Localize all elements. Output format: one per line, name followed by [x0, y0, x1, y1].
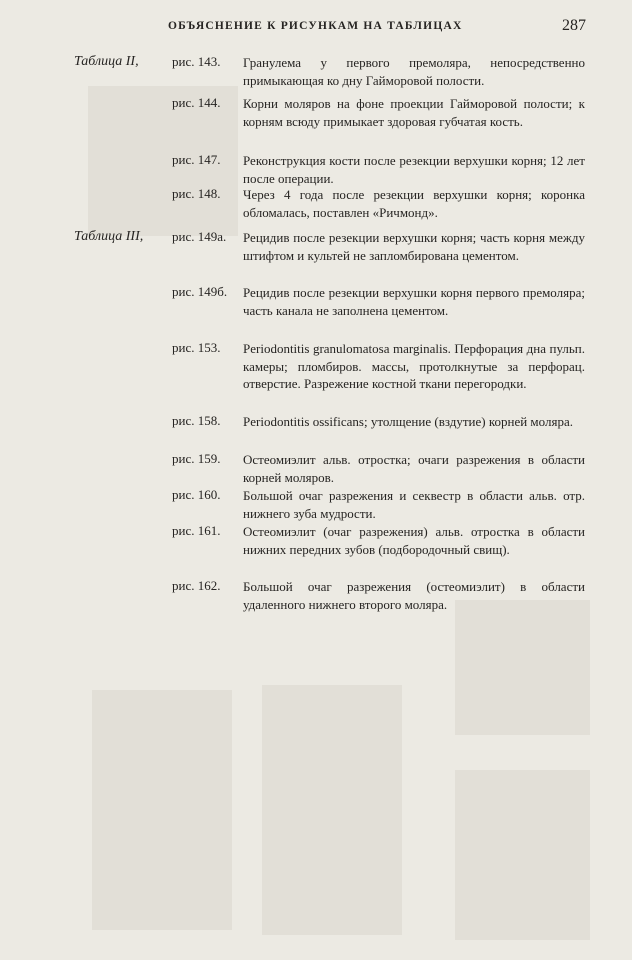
running-head	[168, 18, 586, 40]
plate-label: Таблица II,	[74, 54, 139, 69]
plate-label: Таблица III,	[74, 229, 144, 244]
figure-entry	[0, 413, 632, 451]
plate-section-ii	[0, 54, 632, 226]
figure-description: Большой очаг разрежения и секвестр в области альв. отр. нижнего зуба мудрости.	[243, 488, 585, 521]
figure-description: Реконструкция кости после резекции верхушки корня; 12 лет после операции.	[243, 153, 585, 186]
figure-description: Рецидив после резекции верхушки корня первого премоляра; часть канала не заполнена цементом.	[243, 285, 585, 318]
figure-description: Через 4 года после резекции верхушки корня; коронка обломалась, поставлен «Ричмонд».	[243, 187, 585, 220]
figure-number: рис. 158.	[172, 413, 221, 428]
figure-entry	[0, 340, 632, 413]
page-title: ОБЪЯСНЕНИЕ К РИСУНКАМ НА ТАБЛИЦАХ	[168, 20, 463, 32]
bleed-through-figure	[455, 600, 590, 735]
figure-entry	[0, 152, 632, 186]
figure-number: рис. 149б.	[172, 284, 228, 299]
figure-entry	[0, 95, 632, 152]
figure-number: рис. 159.	[172, 451, 221, 466]
figure-description: Periodontitis ossificans; утолщение (вздутие) корней моляра.	[243, 414, 573, 429]
figure-description: Корни моляров на фоне проекции Гайморовой полости; к корням всюду примыкает здоровая губчатая кость.	[243, 96, 585, 129]
bleed-through-figure	[455, 770, 590, 940]
bleed-through-figure	[262, 685, 402, 935]
figure-description: Periodontitis granulomatosa marginalis. Перфорация дна пульп. камеры; пломбиров. массы, протолкнутые за перфорац. отверстие. Разрежение костной ткани перегородки.	[243, 341, 585, 391]
plate-section-iii	[0, 229, 632, 618]
page-number: 287	[562, 17, 586, 34]
figure-description: Остеомиэлит (очаг разрежения) альв. отростка в области нижних передних зубов (подбородочный свищ).	[243, 524, 585, 557]
figure-description: Рецидив после резекции верхушки корня; часть корня между штифтом и культей не запломбирована цементом.	[243, 230, 585, 263]
figure-entry	[0, 284, 632, 340]
figure-number: рис. 144.	[172, 95, 221, 110]
figure-entry	[0, 523, 632, 578]
figure-description: Остеомиэлит альв. отростка; очаги разрежения в области корней моляров.	[243, 452, 585, 485]
figure-entry	[0, 186, 632, 226]
figure-number: рис. 153.	[172, 340, 221, 355]
figure-description: Большой очаг разрежения (остеомиэлит) в области удаленного нижнего второго моляра.	[243, 579, 585, 612]
figure-entry	[0, 578, 632, 618]
figure-number: рис. 161.	[172, 523, 221, 538]
figure-number: рис. 149а.	[172, 229, 227, 244]
bleed-through-figure	[92, 690, 232, 930]
figure-number: рис. 147.	[172, 152, 221, 167]
figure-number: рис. 148.	[172, 186, 221, 201]
figure-entry	[0, 229, 632, 284]
figure-number: рис. 162.	[172, 578, 221, 593]
figure-number: рис. 160.	[172, 487, 221, 502]
figure-entry	[0, 451, 632, 487]
figure-description: Гранулема у первого премоляра, непосредственно примыкающая ко дну Гайморовой полости.	[243, 55, 585, 88]
figure-number: рис. 143.	[172, 54, 221, 69]
figure-entry	[0, 487, 632, 523]
figure-entry	[0, 54, 632, 95]
